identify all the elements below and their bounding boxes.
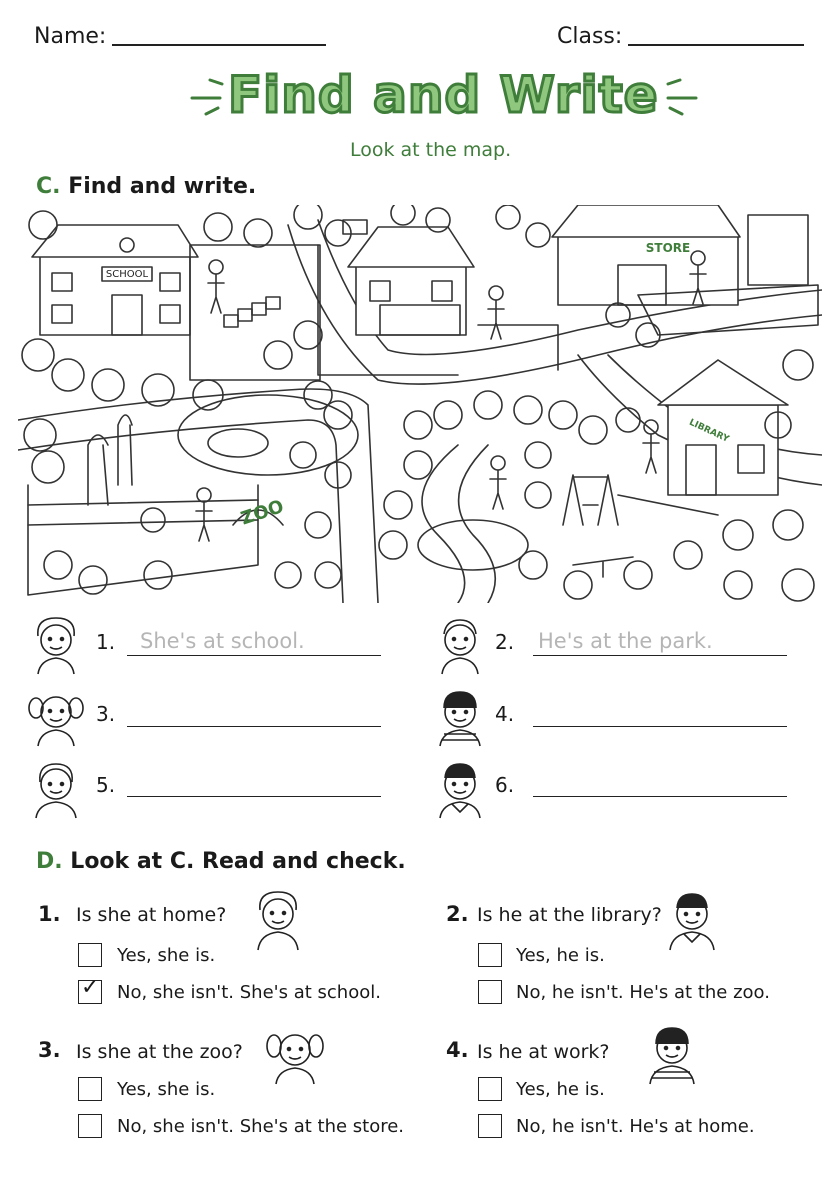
map-label-zoo: ZOO	[238, 496, 287, 530]
q1-no-label: No, she isn't. She's at school.	[117, 982, 381, 1003]
section-d-letter: D.	[36, 849, 63, 874]
page-title: Find and Write	[228, 66, 659, 124]
question-2-text: Is he at the library?	[477, 904, 662, 926]
q4-yes-checkbox[interactable]	[478, 1077, 502, 1101]
section-c-heading	[36, 174, 256, 199]
q1-yes-label: Yes, she is.	[117, 945, 216, 966]
q3-yes-checkbox[interactable]	[78, 1077, 102, 1101]
q4-no-checkbox[interactable]	[478, 1114, 502, 1138]
map-label-store: STORE	[645, 241, 691, 255]
answer-line-4[interactable]	[533, 726, 787, 727]
name-label: Name:	[34, 24, 107, 49]
question-2-number: 2.	[446, 902, 469, 926]
q2-no-checkbox[interactable]	[478, 980, 502, 1004]
item-2-number: 2.	[495, 630, 515, 654]
answer-1-text: She's at school.	[140, 629, 305, 653]
class-line[interactable]	[628, 44, 804, 46]
item-6-number: 6.	[495, 773, 515, 797]
check-mark-icon: ✓	[81, 975, 100, 1000]
answer-2-text: He's at the park.	[538, 629, 713, 653]
class-label: Class:	[557, 24, 623, 49]
boy-striped-shirt-face-icon	[432, 684, 488, 750]
boy-striped-shirt-face-icon	[644, 1020, 700, 1086]
answer-line-2[interactable]	[533, 655, 787, 656]
question-3-text: Is she at the zoo?	[76, 1041, 243, 1063]
item-5-number: 5.	[96, 773, 116, 797]
section-d-title: Look at C. Read and check.	[70, 849, 406, 874]
question-3-number: 3.	[38, 1038, 61, 1062]
subtitle: Look at the map.	[350, 139, 512, 161]
q4-yes-label: Yes, he is.	[516, 1079, 605, 1100]
town-map-illustration	[18, 205, 822, 603]
q3-no-checkbox[interactable]	[78, 1114, 102, 1138]
boy-face-icon	[432, 612, 488, 678]
question-4-text: Is he at work?	[477, 1041, 610, 1063]
girl-short-hair-face-icon	[28, 756, 84, 822]
girl-pigtails-face-icon	[264, 1022, 326, 1086]
answer-line-3[interactable]	[127, 726, 381, 727]
map-label-school: SCHOOL	[105, 269, 149, 280]
q3-yes-label: Yes, she is.	[117, 1079, 216, 1100]
answer-line-6[interactable]	[533, 796, 787, 797]
girl-curly-face-icon	[28, 612, 84, 678]
name-line[interactable]	[112, 44, 326, 46]
boy-collar-face-icon	[432, 756, 488, 822]
q1-no-checkbox[interactable]	[78, 975, 102, 1004]
sparkle-right-icon	[660, 70, 710, 120]
section-c-letter: C.	[36, 174, 61, 199]
map-label-library: LIBRARY	[687, 417, 731, 445]
item-3-number: 3.	[96, 702, 116, 726]
q2-yes-label: Yes, he is.	[516, 945, 605, 966]
answer-line-5[interactable]	[127, 796, 381, 797]
q4-no-label: No, he isn't. He's at home.	[516, 1116, 755, 1137]
q3-no-label: No, she isn't. She's at the store.	[117, 1116, 405, 1137]
question-1-number: 1.	[38, 902, 61, 926]
girl-pigtails-face-icon	[26, 684, 86, 750]
q2-no-label: No, he isn't. He's at the zoo.	[516, 982, 770, 1003]
answer-line-1[interactable]	[127, 655, 381, 656]
town-map	[18, 205, 822, 603]
question-1-text: Is she at home?	[76, 904, 227, 926]
q1-yes-checkbox[interactable]	[78, 943, 102, 967]
section-d-heading	[36, 849, 406, 874]
girl-curly-face-icon	[250, 886, 306, 952]
question-4-number: 4.	[446, 1038, 469, 1062]
q2-yes-checkbox[interactable]	[478, 943, 502, 967]
item-1-number: 1.	[96, 630, 116, 654]
item-4-number: 4.	[495, 702, 515, 726]
boy-collar-face-icon	[664, 886, 720, 952]
section-c-title: Find and write.	[68, 174, 257, 199]
